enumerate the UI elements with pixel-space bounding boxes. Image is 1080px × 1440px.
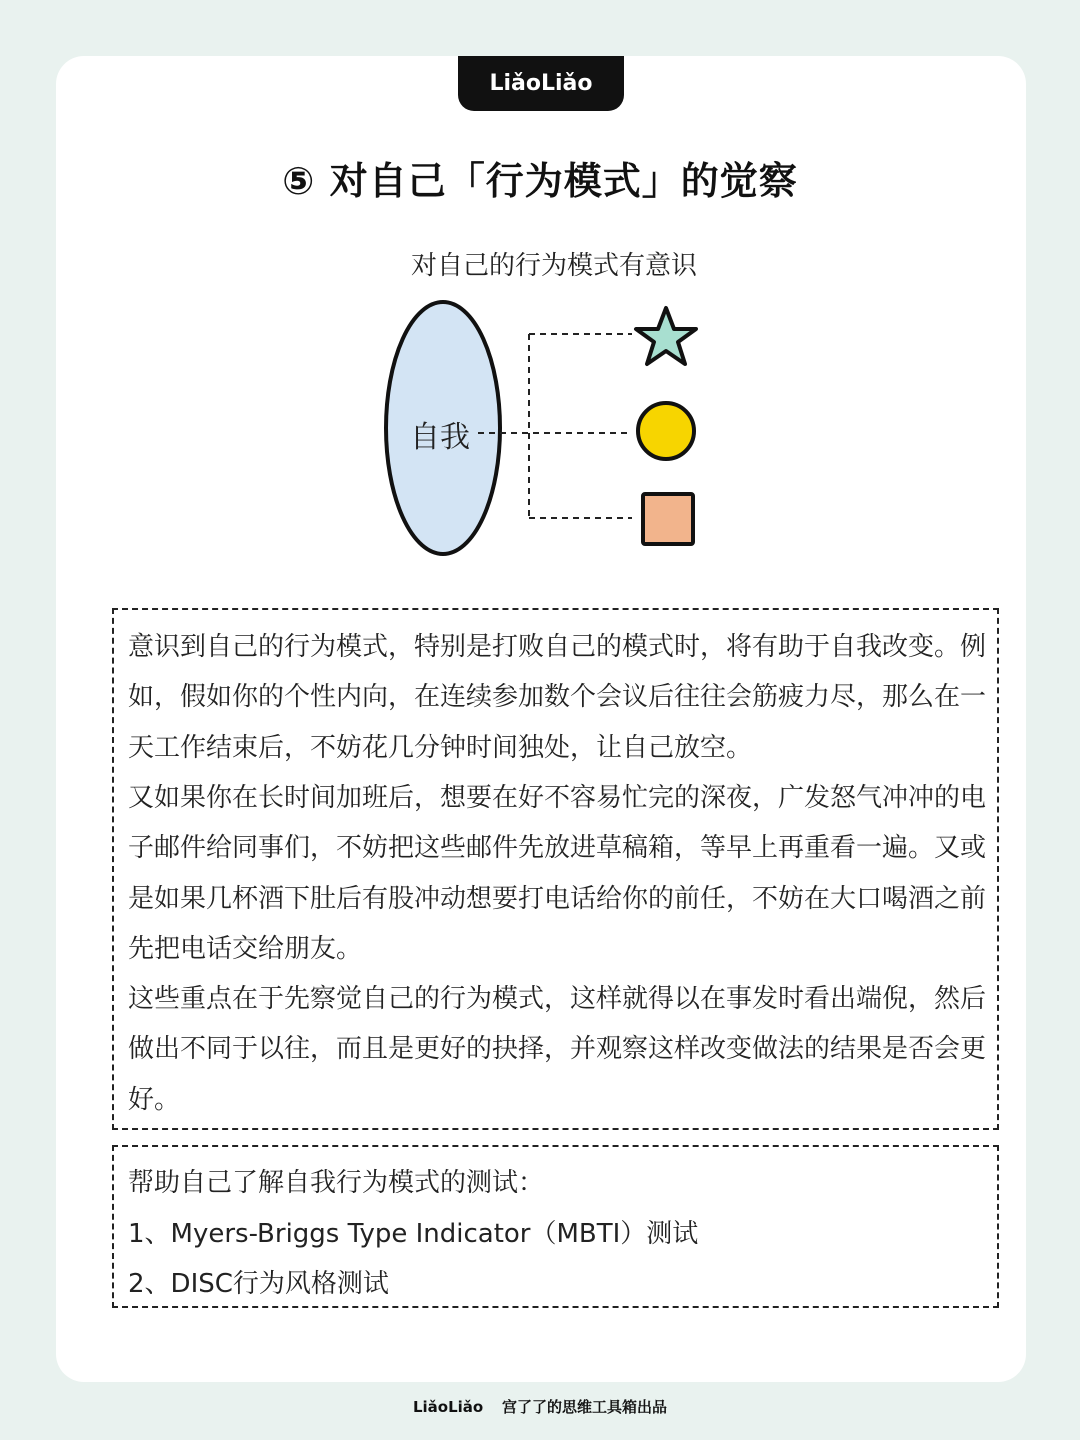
- star-icon: [636, 308, 696, 364]
- page-title: ⑤ 对自己「行为模式」的觉察: [282, 159, 798, 203]
- self-label: 自我: [410, 420, 470, 455]
- footer: [0, 1396, 1080, 1417]
- tests-heading: 帮助自己了解自我行为模式的测试：: [128, 1168, 545, 1198]
- footer-credit: 宫了了的思维工具箱出品: [502, 1398, 668, 1416]
- brand-logo: LiǎoLiǎo: [489, 71, 593, 96]
- diagram-caption: 对自己的行为模式有意识: [410, 251, 697, 281]
- paragraph-3: 这些重点在于先察觉自己的行为模式，这样就得以在事发时看出端倪，然后做出不同于以往，而且是更好的抉择，并观察这样改变做法的结果是否会更好。: [128, 984, 987, 1115]
- test-item-disc: 2、DISC行为风格测试: [128, 1269, 389, 1299]
- footer-logo: LiǎoLiǎo: [412, 1398, 484, 1416]
- paragraph-2: 又如果你在长时间加班后，想要在好不容易忙完的深夜，广发怒气冲冲的电子邮件给同事们，不妨把这些邮件先放进草稿箱，等早上再重看一遍。又或是如果几杯酒下肚后有股冲动想要打电话给你的前任，不妨在大口喝酒之前先把电话交给朋友。: [128, 783, 987, 964]
- brand-tab: [458, 56, 624, 111]
- square-icon: [643, 494, 693, 544]
- circle-icon: [638, 403, 694, 459]
- behavior-diagram: [370, 290, 730, 570]
- test-item-mbti: 1、Myers-Briggs Type Indicator（MBTI）测试: [128, 1219, 699, 1249]
- paragraph-1: 意识到自己的行为模式，特别是打败自己的模式时，将有助于自我改变。例如，假如你的个性内向，在连续参加数个会议后往往会筋疲力尽，那么在一天工作结束后，不妨花几分钟时间独处，让自己放空。: [128, 632, 987, 763]
